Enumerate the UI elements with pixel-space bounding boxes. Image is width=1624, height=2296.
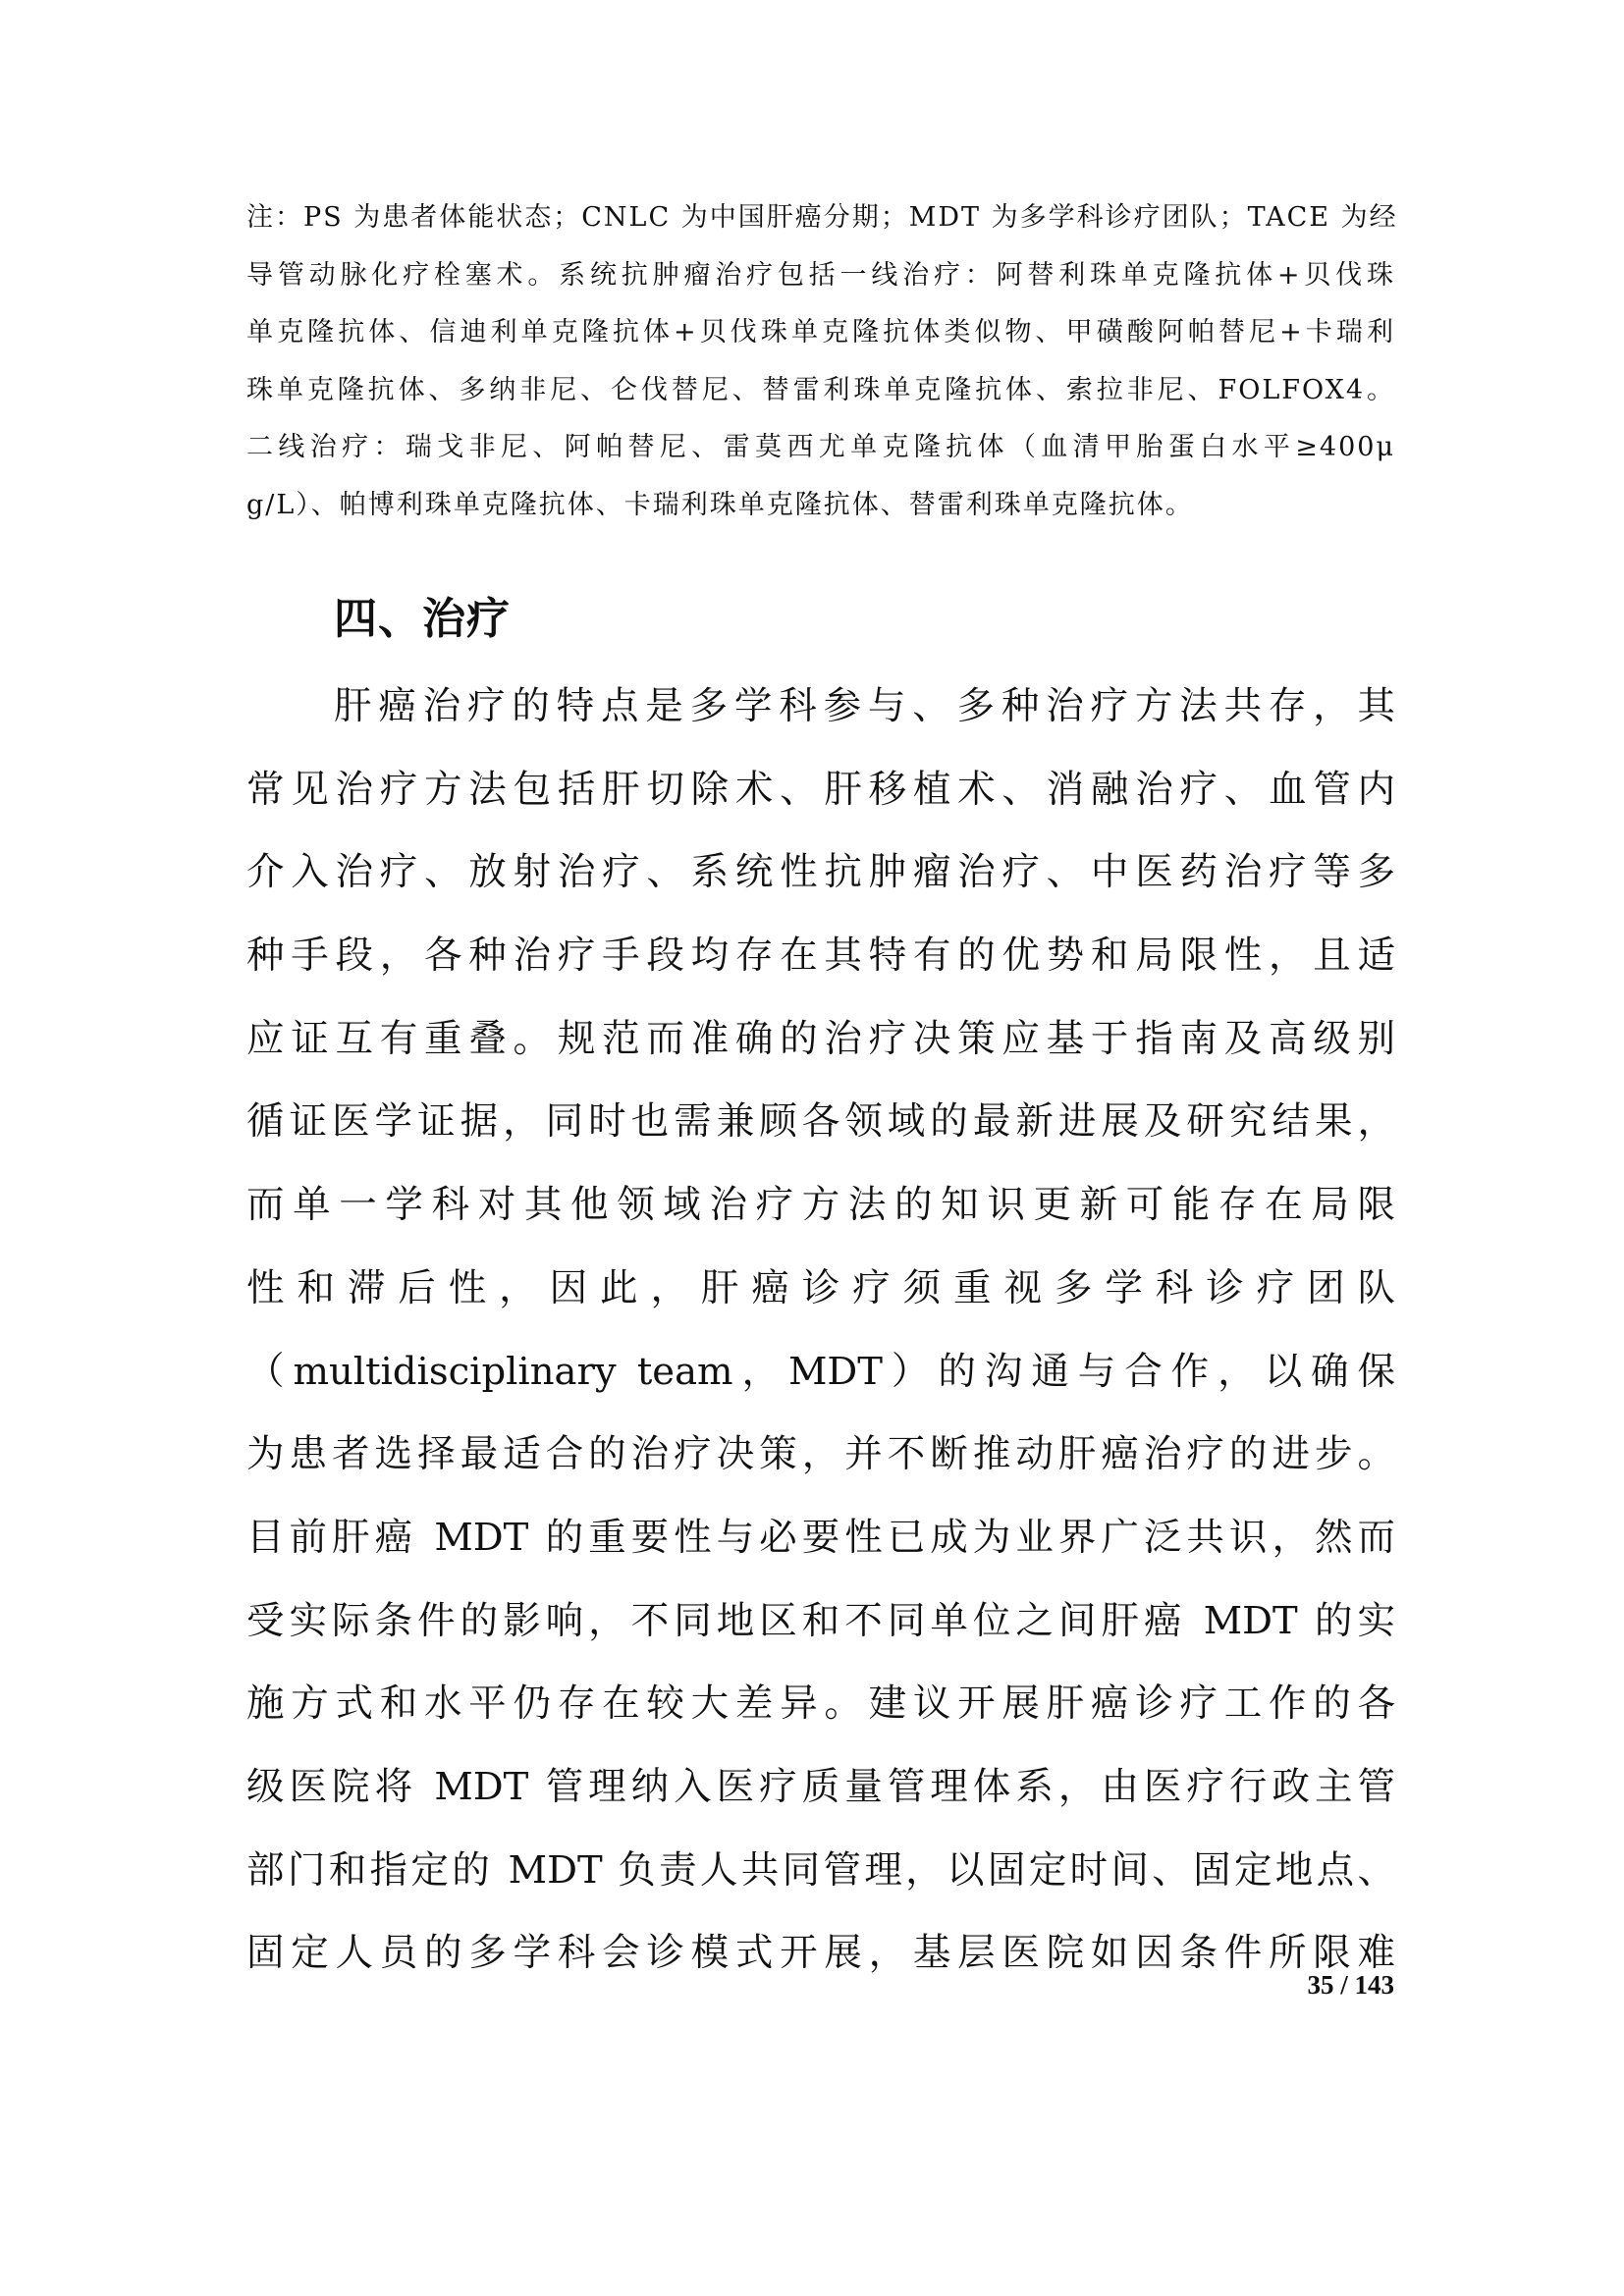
page-number: 35 / 143 bbox=[1307, 1970, 1394, 2000]
body-line: 为患者选择最适合的治疗决策，并不断推动肝癌治疗的进步。 bbox=[246, 1432, 1395, 1477]
note-line: g/L）、帕博利珠单克隆抗体、卡瑞利珠单克隆抗体、替雷利珠单克隆抗体。 bbox=[246, 489, 1194, 520]
body-line: 肝癌治疗的特点是多学科参与、多种治疗方法共存，其 bbox=[334, 684, 1395, 728]
note-line: 注：PS 为患者体能状态；CNLC 为中国肝癌分期；MDT 为多学科诊疗团队；TACE 为经 bbox=[246, 202, 1398, 233]
body-line: 目前肝癌 MDT 的重要性与必要性已成为业界广泛共识，然而 bbox=[246, 1515, 1395, 1560]
body-line: 施方式和水平仍存在较大差异。建议开展肝癌诊疗工作的各 bbox=[246, 1682, 1395, 1727]
body-line: 种手段，各种治疗手段均存在其特有的优势和局限性，且适 bbox=[246, 934, 1395, 979]
body-line: 部门和指定的 MDT 负责人共同管理，以固定时间、固定地点、 bbox=[246, 1847, 1395, 1893]
body-line: 循证医学证据，同时也需兼顾各领域的最新进展及研究结果， bbox=[246, 1099, 1395, 1145]
body-line: 常见治疗方法包括肝切除术、肝移植术、消融治疗、血管内 bbox=[246, 767, 1395, 812]
section-heading: 四、治疗 bbox=[334, 594, 511, 644]
body-line: 应证互有重叠。规范而准确的治疗决策应基于指南及高级别 bbox=[246, 1016, 1395, 1061]
body-line: 固定人员的多学科会诊模式开展，基层医院如因条件所限难 bbox=[246, 1931, 1395, 1976]
note-line: 二线治疗：瑞戈非尼、阿帕替尼、雷莫西尤单克隆抗体（血清甲胎蛋白水平≥400μ bbox=[246, 432, 1395, 462]
body-line: 而单一学科对其他领域治疗方法的知识更新可能存在局限 bbox=[246, 1183, 1395, 1228]
section-body bbox=[246, 666, 1395, 1996]
body-line: 介入治疗、放射治疗、系统性抗肿瘤治疗、中医药治疗等多 bbox=[246, 850, 1395, 895]
body-line: （multidisciplinary team，MDT）的沟通与合作，以确保 bbox=[246, 1349, 1395, 1394]
note-line: 导管动脉化疗栓塞术。系统抗肿瘤治疗包括一线治疗：阿替利珠单克隆抗体+贝伐珠 bbox=[246, 259, 1395, 291]
figure-note bbox=[246, 189, 1398, 534]
note-line: 珠单克隆抗体、多纳非尼、仑伐替尼、替雷利珠单克隆抗体、索拉非尼、FOLFOX4。 bbox=[246, 374, 1395, 405]
body-line: 级医院将 MDT 管理纳入医疗质量管理体系，由医疗行政主管 bbox=[246, 1764, 1395, 1809]
body-line: 性和滞后性，因此，肝癌诊疗须重视多学科诊疗团队 bbox=[246, 1265, 1395, 1310]
body-line: 受实际条件的影响，不同地区和不同单位之间肝癌 MDT 的实 bbox=[246, 1598, 1395, 1643]
note-line: 单克隆抗体、信迪利单克隆抗体+贝伐珠单克隆抗体类似物、甲磺酸阿帕替尼+卡瑞利 bbox=[246, 317, 1395, 347]
